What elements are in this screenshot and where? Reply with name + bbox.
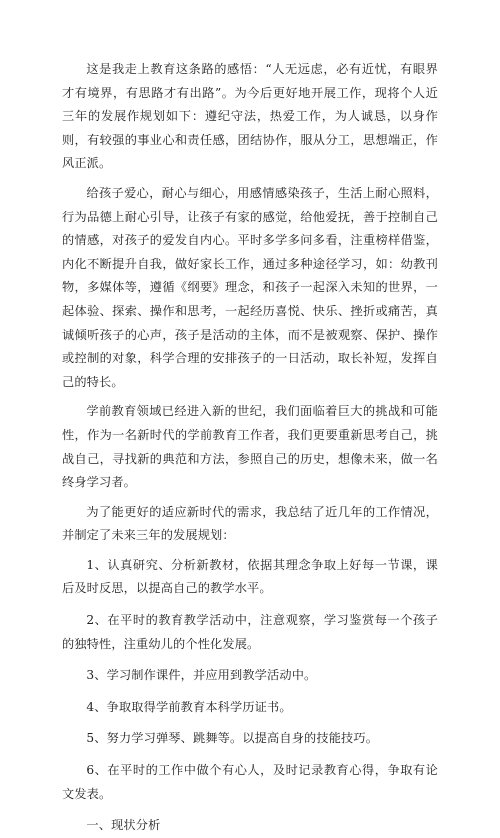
plan-item-2: 2、在平时的教育教学活动中，注意观察，学习鉴赏每一个孩子的独特性，注重幼儿的个性化发展。 xyxy=(62,613,438,651)
plan-item-5: 5、努力学习弹琴、跳舞等。以提高自身的技能技巧。 xyxy=(86,731,379,746)
plan-item-6: 6、在平时的工作中做个有心人，及时记录教育心得，争取有论文发表。 xyxy=(62,763,438,801)
paragraph-care: 给孩子爱心，耐心与细心，用感情感染孩子，生活上耐心照料，行为品德上耐心引导，让孩子有家的感觉，给他爱抚，善于控制自己的情感，对孩子的爱发自内心。平时多学多问多看，注重榜样借鉴，内化不断提升自我，做好家长工作，通过多种途径学习，如：幼教刊物，多媒体等，遵循《纲要》理念，和孩子一起深入未知的世界，一起体验、探索、操作和思考，一起经历喜悦、快乐、挫折或痛苦，真诚倾听孩子的心声，孩子是活动的主体，而不是被观察、保护、操作或控制的对象，科学合理的安排孩子的一日活动，取长补短，发挥自己的特长。 xyxy=(62,185,438,389)
plan-item-1: 1、认真研究、分析新教材，依据其理念争取上好每一节课，课后及时反思，以提高自己的教学水平。 xyxy=(62,557,438,596)
plan-item-3: 3、学习制作课件，并应用到教学活动中。 xyxy=(86,668,317,683)
paragraph-new-era: 学前教育领域已经进入新的世纪，我们面临着巨大的挑战和可能性，作为一名新时代的学前教育工作者，我们更要重新思考自己，挑战自己，寻找新的典范和方法，参照自己的历史，想像未来，做一名终身学习者。 xyxy=(62,404,438,490)
paragraph-plan-intro: 为了能更好的适应新时代的需求，我总结了近几年的工作情况，并制定了未来三年的发展规划： xyxy=(62,504,438,543)
paragraph-intro: 这是我走上教育这条路的感悟：“人无远虑，必有近忧，有眼界才有境界，有思路才有出路”。为今后更好地开展工作，现将个人近三年的发展作规划如下：遵纪守法，热爱工作，为人诚恳，以身作则，有较强的事业心和责任感，团结协作，服从分工，思想端正，作风正派。 xyxy=(62,62,438,171)
document-page xyxy=(62,58,438,838)
plan-item-4: 4、争取取得学前教育本科学历证书。 xyxy=(86,699,292,714)
section-heading: 一、现状分析 xyxy=(86,818,161,833)
